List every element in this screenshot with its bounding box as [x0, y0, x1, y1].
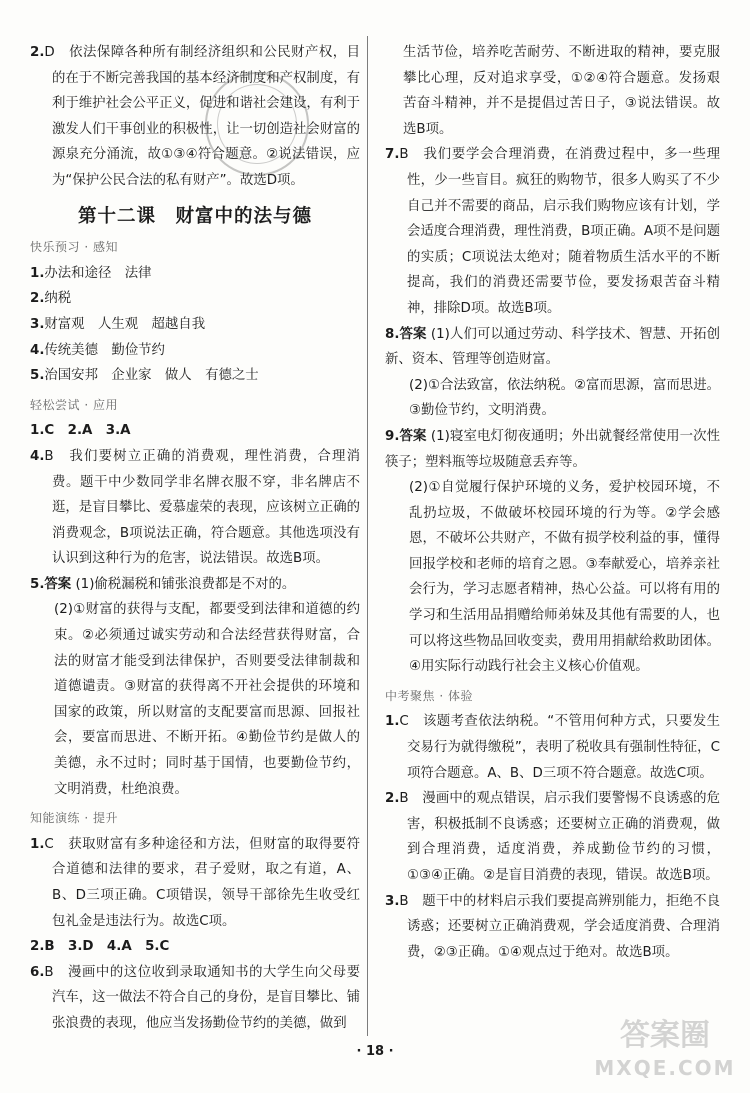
practice-answer-9: 9.答案 (1)寝室电灯彻夜通明；外出就餐经常使用一次性筷子；塑料瓶等垃圾随意丢弃等。 — [385, 428, 721, 470]
practice-answer-8-part2: (2)①合法致富，依法纳税。②富而思源，富而思进。③勤俭节约，文明消费。 — [409, 377, 720, 419]
exam-answer-2: 2.B 漫画中的观点错误，启示我们要警惕不良诱惑的危害，积极抵制不良诱惑；还要树立正确的消费观，做到合理消费，适度消费，养成勤俭节约的习惯，①③④正确。②是盲目消费的表现，错误。故选B项。 — [385, 791, 720, 883]
section-header-practice: 知能演练 · 提升 — [30, 811, 118, 826]
try-answers-line: 1.C 2.A 3.A — [30, 423, 131, 439]
practice-answer-1: 1.C 获取财富有多种途径和方法，但财富的取得要符合道德和法律的要求，君子爱财，取之有道，A、B、D三项正确。C项错误，领导干部徐先生收受红包礼金是违法行为。故选C项。 — [30, 836, 360, 929]
practice-answer-6-continued: 生活节俭，培养吃苦耐劳、不断进取的精神，要克服攀比心理，反对追求享受，①②④符合题意。发扬艰苦奋斗精神，并不是提倡过苦日子，③说法错误。故选B项。 — [403, 45, 720, 137]
section-header-exam: 中考聚焦 · 体验 — [385, 688, 473, 703]
practice-answer-7: 7.B 我们要学会合理消费，在消费过程中，多一些理性，少一些盲目。疯狂的购物节，很多人购买了不少自己并不需要的商品，启示我们购物应该有计划，学会适度合理消费，理性消费，B项正确。A项不是问题的实质；C项说法太绝对；随着物质生活水平的不断提高，我们的消费还需要节俭，要发扬艰苦奋斗精神，排除D项。故选B项。 — [385, 147, 720, 316]
section-header-preview: 快乐预习 · 感知 — [30, 240, 118, 255]
section-header-try: 轻松尝试 · 应用 — [30, 397, 118, 412]
try-answer-5: 5.答案 (1)偷税漏税和铺张浪费都是不对的。 — [30, 576, 296, 592]
preview-item: 3.财富观 人生观 超越自我 — [30, 316, 206, 332]
practice-answer-6: 6.B 漫画中的这位收到录取通知书的大学生向父母要汽车，这一做法不符合自己的身份，是盲目攀比、铺张浪费的表现，他应当发扬勤俭节约的美德，做到 — [30, 964, 360, 1031]
preview-item: 5.治国安邦 企业家 做人 有德之士 — [30, 368, 259, 384]
lesson-title: 第十二课 财富中的法与德 — [77, 205, 312, 227]
column-divider — [367, 36, 368, 1036]
watermark-logo: 答案圈 MXQE.COM — [594, 1018, 736, 1080]
practice-answer-9-part2: (2)①自觉履行保护环境的义务，爱护校园环境，不乱扔垃圾，不做破坏校园环境的行为等。②学会感恩，不破坏公共财产，不做有损学校利益的事，懂得回报学校和老师的培育之恩。③奉献爱心，培养亲社会行为，学习志愿者精神，热心公益。可以将有用的学习和生活用品捐赠给师弟妹及其他有需要的人，也可以将这些物品回收变卖，费用用捐献给救助团体。④用实际行动践行社会主义核心价值观。 — [409, 480, 720, 675]
page-number: · 18 · — [356, 1044, 394, 1059]
exam-answer-3: 3.B 题干中的材料启示我们要提高辨别能力，拒绝不良诱惑；还要树立正确消费观，学会适度消费、合理消费，②③正确。①④观点过于绝对。故选B项。 — [385, 893, 720, 960]
exam-answer-1: 1.C 该题考查依法纳税。“不管用何种方式，只要发生交易行为就得缴税”，表明了税收具有强制性特征，C项符合题意。A、B、D三项不符合题意。故选C项。 — [385, 714, 720, 781]
practice-answers-line: 2.B 3.D 4.A 5.C — [30, 939, 170, 955]
preview-item: 2.纳税 — [30, 291, 72, 307]
preview-item: 1.办法和途径 法律 — [30, 265, 152, 281]
left-column — [30, 40, 360, 1037]
answer-2: 2.D 依法保障各种所有制经济组织和公民财产权，目的在于不断完善我国的基本经济制度和产权制度，有利于维护社会公平正义，促进和谐社会建设，有利于激发人们干事创业的积极性，让一切创造社会财富的源泉充分涌流，故①③④符合题意。②说法错误，应为“保护公民合法的私有财产”。故选D项。 — [30, 45, 360, 188]
try-answer-4: 4.B 我们要树立正确的消费观，理性消费，合理消费。题干中少数同学非名牌衣服不穿，非名牌店不逛，是盲目攀比、爱慕虚荣的表现，应该树立正确的消费观念，B项说法正确，符合题意。其他选项没有认识到这种行为的危害，说法错误。故选B项。 — [30, 448, 360, 567]
practice-answer-8: 8.答案 (1)人们可以通过劳动、科学技术、智慧、开拓创新、资本、管理等创造财富。 — [385, 326, 721, 368]
try-answer-5-part2: (2)①财富的获得与支配，都要受到法律和道德的约束。②必须通过诚实劳动和合法经营获得财富，合法的财富才能受到法律保护，否则要受法律制裁和道德谴责。③财富的获得离不开社会提供的环境和国家的政策，所以财富的支配要富而思源、回报社会，要富而思进、不断开拓。④勤俭节约是做人的美德，永不过时；同时基于国情，也要勤俭节约，文明消费，杜绝浪费。 — [54, 602, 360, 797]
preview-item: 4.传统美德 勤俭节约 — [30, 342, 165, 358]
right-column — [385, 40, 720, 965]
